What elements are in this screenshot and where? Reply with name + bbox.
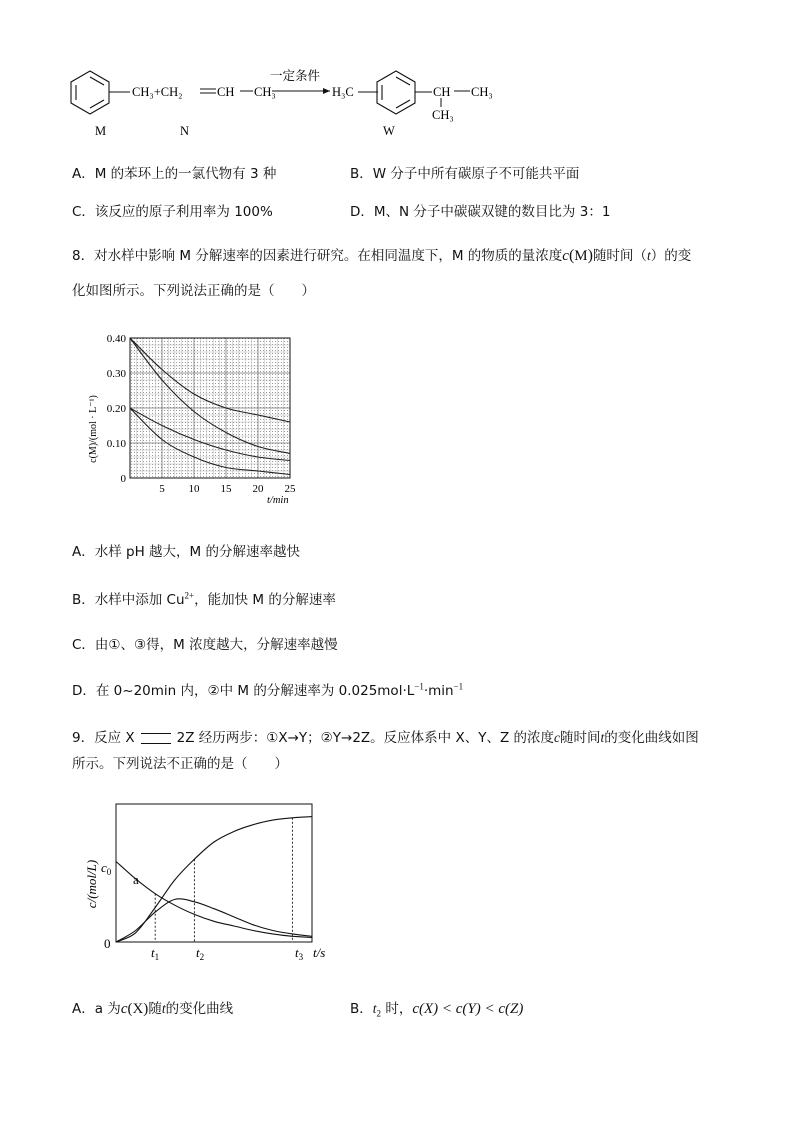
q9-stem-line1: 9．反应 X 2Z 经历两步：①X→Y；②Y→2Z。反应体系中 X、Y、Z 的浓度c随时间t的变化曲线如图 <box>72 730 699 746</box>
q9-stem-line2: 所示。下列说法不正确的是（ ） <box>72 756 288 772</box>
q8-chart-grid <box>130 338 290 478</box>
q8-xtick-label: 20 <box>252 483 264 495</box>
q8-option-c: C．由①、③得，M 浓度越大，分解速率越慢 <box>72 637 338 653</box>
q9-option-b: B．$t_2$ 时，c(X) < c(Y) < c(Z) <box>350 1001 524 1019</box>
reaction-arrow <box>272 88 330 94</box>
q9-chart-curve-label-a: a <box>133 872 139 887</box>
q8-chart <box>85 325 310 510</box>
equilibrium-sign <box>141 733 171 744</box>
q9-option-a: A．a 为c(X)随t的变化曲线 <box>72 1001 234 1017</box>
w-left-methyl: H₃C <box>332 85 354 99</box>
q8-stem-line2: 化如图所示。下列说法正确的是（ ） <box>72 283 315 299</box>
w-ch: CH <box>433 85 451 99</box>
benzene-ring-w <box>377 71 415 114</box>
q8-ytick-label: 0.40 <box>106 333 126 345</box>
benzene-ring-m <box>71 71 130 114</box>
q9-chart-curves <box>116 817 312 942</box>
label-m: M <box>95 124 107 138</box>
formula-n-c: CH₃ <box>254 85 276 99</box>
q9-chart <box>80 798 340 973</box>
formula-n-a: CH₃+CH₂ <box>132 85 183 99</box>
q8-xtick-label: 25 <box>284 483 296 495</box>
q8-option-b: B．水样中添加 $Cu^{2+}$，能加快 M 的分解速率 <box>72 590 336 608</box>
q8-ytick-label: 0.20 <box>106 403 126 415</box>
q8-ytick-label: 0.10 <box>106 438 126 450</box>
q8-option-d: D．在 0~20min 内，②中 M 的分解速率为 $0.025mol\cdot L^{-1}\cdot\min^{-1}$ <box>72 681 464 699</box>
w-ch3-down: CH₃ <box>432 108 454 122</box>
q9-chart-origin: 0 <box>104 936 111 951</box>
q7-option-c: C．该反应的原子利用率为 100% <box>72 204 273 220</box>
q9-curve-X <box>116 862 312 938</box>
q9-chart-ylabel: c/(mol/L) <box>84 859 99 909</box>
q7-option-b: B．W 分子中所有碳原子不可能共平面 <box>350 166 580 182</box>
q9-chart-c0: $c_0$ <box>101 860 112 877</box>
q8-option-a: A．水样 pH 越大，M 的分解速率越快 <box>72 544 300 560</box>
q9-tick-t1: $t_1$ <box>151 945 160 962</box>
label-n: N <box>180 124 190 138</box>
q8-xtick-label: 15 <box>220 483 232 495</box>
reaction-condition: 一定条件 <box>270 68 321 83</box>
q8-chart-xlabel: t/min <box>267 495 289 506</box>
q8-stem-line1: 8．对水样中影响 M 分解速率的因素进行研究。在相同温度下，M 的物质的量浓度c(M)随时间（t）的变 <box>72 247 692 264</box>
q9-curve-Z <box>116 817 312 942</box>
q7-option-d: D．M、N 分子中碳碳双键的数目比为 3：1 <box>350 204 611 220</box>
q8-xtick-label: 10 <box>188 483 200 495</box>
double-bond <box>200 89 216 93</box>
q8-chart-ylabel: c(M)/(mol · L⁻¹) <box>88 395 99 463</box>
w-ch3-right: CH₃ <box>471 85 493 99</box>
label-w: W <box>383 124 395 138</box>
formula-n-b: CH <box>217 85 235 99</box>
q7-option-a: A．M 的苯环上的一氯代物有 3 种 <box>72 166 277 182</box>
q9-chart-xlabel: t/s <box>313 945 326 960</box>
q9-tick-t2: $t_2$ <box>196 945 205 962</box>
q8-xtick-label: 5 <box>159 483 165 495</box>
q8-ytick-label: 0.30 <box>106 368 126 380</box>
q8-ytick-label: 0 <box>120 473 126 485</box>
reaction-scheme <box>60 55 540 140</box>
q9-tick-t3: $t_3$ <box>295 945 304 962</box>
